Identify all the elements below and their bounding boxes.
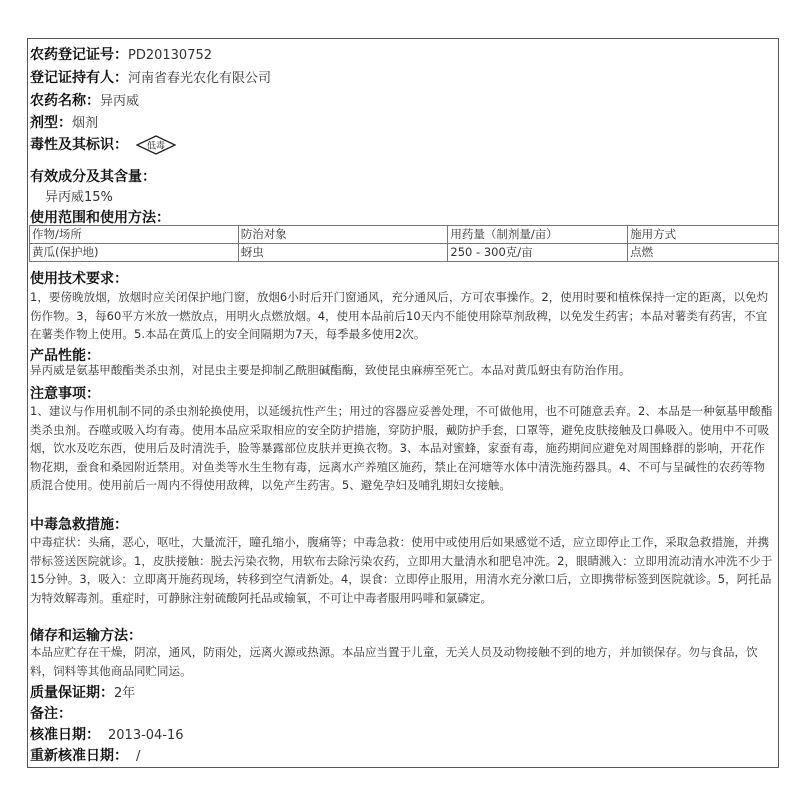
- precautions-heading: [30, 383, 100, 403]
- registration-row: [30, 44, 212, 64]
- reapproval-date-value: /: [136, 749, 141, 764]
- toxicity-label: 毒性及其标识：: [30, 137, 128, 153]
- reapproval-date-label: 重新核准日期：: [30, 748, 128, 764]
- precautions-text: 1、建议与作用机制不同的杀虫剂轮换使用，以延缓抗性产生；用过的容器应妥善处理，不可做他用，也不可随意丢弃。2、本品是一种氨基甲酸酯类杀虫剂。吞噬或吸入均有毒。使用本品应采取相应的安全防护措施，穿防护服，戴防护手套，口罩等，避免皮肤接触及口鼻吸入。使用中不可吸烟，饮水及吃东西，使用后及时清洗手，脸等暴露部位皮肤并更换衣物。3、本品对蜜蜂，家蚕有毒，施药期间应避免对周围蜂群的影响，开花作物花期，蚕食和桑园附近禁用。对鱼类等水生生物有毒，远离水产养殖区施药，禁止在河塘等水体中清洗施药器具。4、不可与呈碱性的农药等物质混合使用。使用前后一周内不得使用敌稗，以免产生药害。5、避免孕妇及哺乳期妇女接触。: [30, 404, 773, 493]
- usage-cell: 点燃: [628, 244, 779, 262]
- storage-text: 本品应贮存在干燥，阴凉，通风，防雨处，远离火源或热源。本品应当置于儿童，无关人员及动物接触不到的地方，并加锁保存。勿与食品，饮料，饲料等其他商品同贮同运。: [30, 645, 758, 678]
- registration-label: 农药登记证号：: [30, 47, 128, 63]
- warranty-label: 质量保证期：: [30, 685, 114, 701]
- usage-cell: 250 - 300克/亩: [448, 244, 628, 262]
- holder-row: [30, 67, 271, 87]
- usage-header-cell: 施用方式: [628, 226, 779, 244]
- approval-date-label: 核准日期：: [30, 727, 100, 743]
- badge-text: 低毒: [146, 141, 166, 152]
- formulation-label: 剂型：: [30, 115, 72, 131]
- registration-value: PD20130752: [128, 48, 213, 63]
- holder-value: 河南省春光农化有限公司: [128, 71, 272, 86]
- formulation-row: [30, 112, 98, 132]
- approval-date-value: 2013-04-16: [108, 728, 184, 743]
- pesticide-name-row: [30, 90, 139, 110]
- usage-header-cell: 用药量（制剂量/亩）: [448, 226, 628, 244]
- low-toxicity-badge-icon: [136, 135, 176, 155]
- usage-cell: 蚜虫: [238, 244, 448, 262]
- usage-row: [30, 244, 779, 262]
- warranty-row: [30, 682, 135, 702]
- usage-heading: [30, 207, 170, 227]
- usage-label: 使用范围和使用方法：: [30, 210, 170, 226]
- usage-header-cell: 作物/场所: [30, 226, 239, 244]
- first-aid-text: 中毒症状：头痛，恶心，呕吐，大量流汗，瞳孔缩小，腹痛等；中毒急救：使用中或使用后如果感觉不适，应立即停止工作，采取急救措施，并携带标签送医院就诊。1，皮肤接触：脱去污染衣物，用软布去除污染农药，立即用大量清水和肥皂冲洗。2，眼睛溅入：立即用流动清水冲洗不少于15分钟。3，吸入：立即离开施药现场，转移到空气清新处。4，误食：立即停止服用，用清水充分漱口后，立即携带标签到医院就诊。5，阿托品为特效解毒剂。重症时，可静脉注射硫酸阿托品或输氧，不可让中毒者服用吗啡和氯磷定。: [30, 535, 773, 605]
- performance-text: 异丙威是氨基甲酸酯类杀虫剂，对昆虫主要是抑制乙酰胆碱酯酶，致使昆虫麻痹至死亡。本品对黄瓜蚜虫有防治作用。: [30, 363, 631, 377]
- toxicity-row: [30, 134, 128, 154]
- first-aid-heading: [30, 514, 128, 534]
- storage-heading: [30, 625, 142, 645]
- reapproval-date-row: [30, 745, 140, 765]
- approval-date-row: [30, 724, 184, 744]
- formulation-value: 烟剂: [72, 116, 99, 131]
- usage-header-cell: 防治对象: [238, 226, 448, 244]
- warranty-value: 2年: [114, 686, 136, 701]
- active-ingredient-value: 异丙威15%: [45, 190, 113, 205]
- active-ingredient-value-row: [45, 186, 113, 205]
- remarks-row: [30, 703, 72, 723]
- pesticide-name-label: 农药名称：: [30, 93, 100, 109]
- tech-requirements-heading: [30, 268, 128, 288]
- remarks-label: 备注：: [30, 706, 72, 722]
- storage-label: 储存和运输方法：: [30, 628, 142, 644]
- tech-requirements-text: 1，要傍晚放烟，放烟时应关闭保护地门窗，放烟6小时后开门窗通风，充分通风后，方可农事操作。2，使用时要和植株保持一定的距离，以免灼伤作物。3，每60平方米放一燃放点，用明火点燃放烟。4，使用本品前后10天内不能使用除草剂敌稗，以免发生药害；本品对薯类有药害，不宜在薯类作物上使用。5.本品在黄瓜上的安全间隔期为7天，每季最多使用2次。: [30, 290, 769, 342]
- active-ingredient-label: 有效成分及其含量：: [30, 169, 156, 185]
- usage-table: [29, 225, 779, 262]
- usage-cell: 黄瓜(保护地): [30, 244, 239, 262]
- pesticide-name-value: 异丙威: [100, 94, 140, 109]
- usage-header-row: [30, 226, 779, 244]
- tech-requirements-label: 使用技术要求：: [30, 271, 128, 287]
- first-aid-label: 中毒急救措施：: [30, 517, 128, 533]
- precautions-label: 注意事项：: [30, 386, 100, 402]
- holder-label: 登记证持有人：: [30, 70, 128, 86]
- active-ingredient-row: [30, 166, 156, 186]
- performance-label: 产品性能：: [30, 348, 100, 364]
